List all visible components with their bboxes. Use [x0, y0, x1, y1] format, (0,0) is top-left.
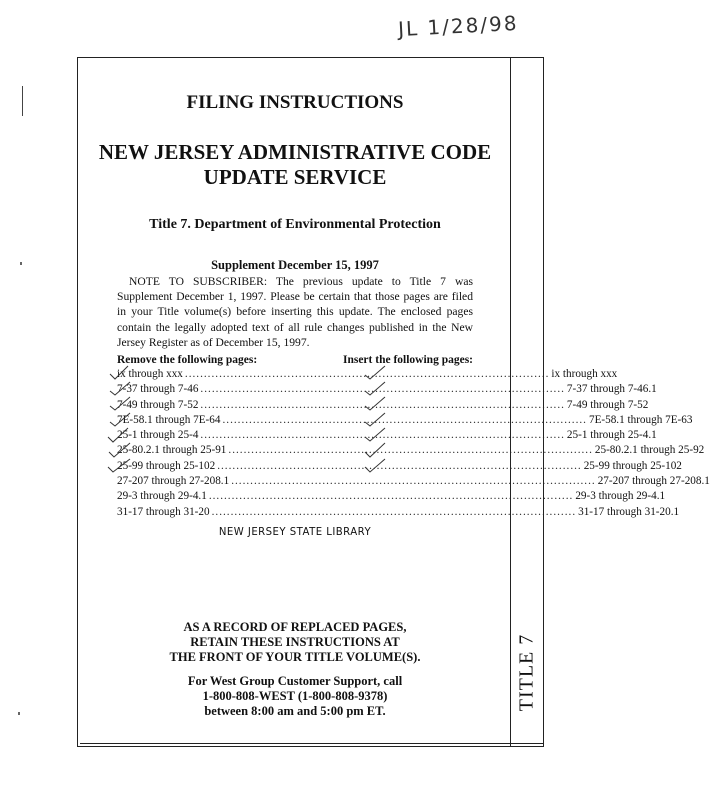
check-mark: [108, 459, 130, 472]
check-mark: [109, 443, 130, 457]
page-row: [117, 368, 618, 383]
insert-pages: ix through xxx: [551, 368, 618, 380]
insert-pages: 25-99 through 25-102: [583, 459, 682, 472]
remove-pages: 31-17 through 31-20: [117, 505, 210, 518]
remove-pages: 7-37 through 7-46: [117, 383, 199, 396]
check-mark: [365, 382, 385, 395]
dot-leader: ................................................................................................: [231, 475, 596, 488]
scan-speck: [18, 712, 20, 715]
insert-pages: 27-207 through 27-208.1: [597, 475, 710, 488]
customer-support: [107, 674, 483, 719]
check-mark: [365, 366, 385, 379]
support-line: For West Group Customer Support, call: [187, 674, 403, 688]
page-row: [117, 505, 680, 521]
remove-pages: 27-207 through 27-208.1: [117, 475, 230, 488]
page-row: [117, 383, 657, 398]
remove-pages: 29-3 through 29-4.1: [117, 490, 207, 503]
check-mark: [365, 443, 385, 457]
insert-pages: 25-1 through 25-4.1: [566, 429, 657, 442]
support-hours: between 8:00 am and 5:00 pm ET.: [204, 704, 386, 718]
insert-pages-header: Insert the following pages:: [342, 354, 473, 366]
remove-pages: 7-49 through 7-52: [117, 398, 199, 411]
page-row: [117, 490, 666, 505]
remove-pages: ix through xxx: [117, 368, 183, 380]
title-tab: [510, 632, 544, 712]
insert-pages: 25-80.2.1 through 25-92: [594, 444, 705, 457]
insert-pages: 7-37 through 7-46.1: [566, 383, 657, 396]
record-line: THE FRONT OF YOUR TITLE VOLUME(S).: [169, 650, 421, 664]
check-mark: [110, 366, 128, 379]
handwritten-checkmarks-right: [363, 360, 393, 520]
remove-pages: 25-1 through 25-4: [117, 429, 199, 442]
code-title-line: NEW JERSEY ADMINISTRATIVE CODE: [98, 140, 492, 164]
check-mark: [110, 397, 130, 410]
scan-speck: [20, 262, 22, 265]
subscriber-note: NOTE TO SUBSCRIBER: The previous update to Title 7 was Supplement December 1, 1997. Please be certain that those pages are filed in your Title volume(s) before inserting this update. The enclosed pages contain the legally adopted text of all rule changes published in the New Jersey Register as of December 15, 1997.: [117, 275, 473, 349]
library-stamp: NEW JERSEY STATE LIBRARY: [218, 525, 372, 538]
handwritten-checkmarks-left: [106, 360, 136, 520]
dot-leader: ................................................................................................: [200, 429, 565, 442]
record-line: AS A RECORD OF REPLACED PAGES,: [183, 620, 407, 634]
page-row: [117, 413, 693, 429]
code-title-line: UPDATE SERVICE: [203, 165, 387, 189]
pages-list: [117, 368, 710, 521]
department-title: Title 7. Department of Environmental Protection: [149, 217, 441, 232]
insert-pages: 7-49 through 7-52: [566, 398, 649, 411]
dot-leader: ................................................................................................: [222, 413, 587, 426]
dot-leader: ................................................................................................: [200, 383, 565, 396]
page-row: [117, 398, 649, 414]
check-mark: [365, 428, 385, 441]
remove-pages: 7E-58.1 through 7E-64: [117, 413, 221, 426]
check-mark: [110, 382, 130, 395]
check-mark: [108, 428, 128, 442]
margin-mark: [22, 86, 23, 116]
page-title: FILING INSTRUCTIONS: [186, 92, 404, 113]
check-mark: [365, 459, 385, 472]
remove-pages-header: Remove the following pages:: [117, 354, 258, 366]
page-row: [117, 459, 682, 475]
insert-pages: 31-17 through 31-20.1: [578, 505, 680, 518]
page-row: [117, 429, 657, 444]
page-row: [117, 444, 705, 459]
support-phone: 1-800-808-WEST (1-800-808-9378): [202, 689, 388, 703]
title-tab-label: TITLE 7: [515, 633, 538, 711]
insert-pages: 7E-58.1 through 7E-63: [588, 413, 693, 426]
insert-pages: 29-3 through 29-4.1: [575, 490, 666, 503]
record-line: RETAIN THESE INSTRUCTIONS AT: [190, 635, 400, 649]
code-title: [97, 140, 493, 190]
check-mark: [365, 413, 385, 426]
page-frame-bottom-rule: [80, 743, 544, 747]
dot-leader: ................................................................................................: [211, 505, 577, 518]
dot-leader: ................................................................................................: [184, 368, 550, 380]
dot-leader: ................................................................................................: [228, 444, 593, 457]
page-row: [117, 475, 710, 490]
remove-pages: 25-99 through 25-102: [117, 459, 216, 472]
supplement-date: Supplement December 15, 1997: [211, 258, 379, 272]
handwritten-note: JL 1/28/98: [397, 10, 520, 42]
check-mark: [365, 397, 385, 410]
dot-leader: ................................................................................................: [217, 459, 582, 472]
dot-leader: ................................................................................................: [208, 490, 574, 503]
check-mark: [110, 413, 130, 426]
dot-leader: ................................................................................................: [200, 398, 565, 411]
remove-pages: 25-80.2.1 through 25-91: [117, 444, 227, 457]
record-instructions: [107, 620, 483, 665]
pages-header: [117, 354, 473, 368]
